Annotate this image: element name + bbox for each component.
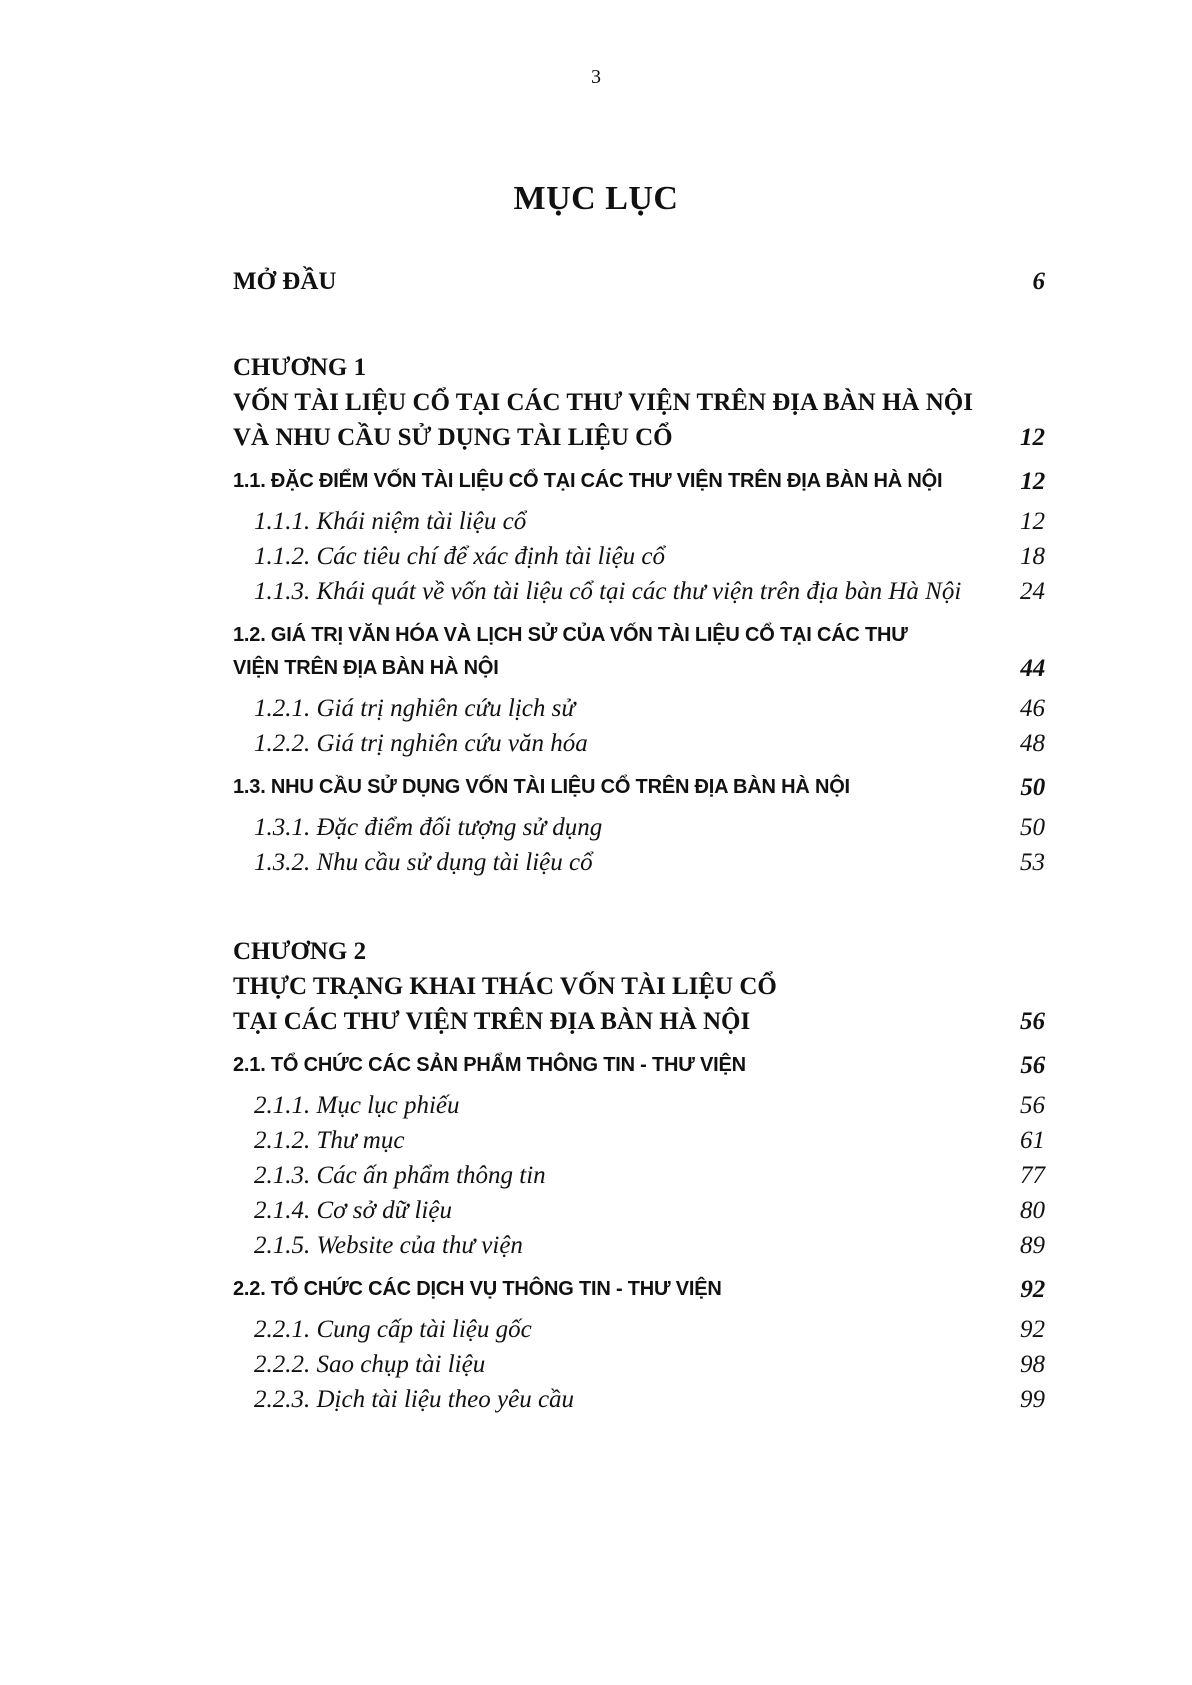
toc-section-1-1[interactable] — [233, 465, 1045, 498]
item-title: 2.2.3. Dịch tài liệu theo yêu cầu — [254, 1386, 575, 1413]
toc-chapter-2 — [233, 934, 1045, 1417]
toc-section-2-1[interactable] — [233, 1049, 1045, 1082]
chapter-label: CHƯƠNG 1 — [233, 354, 367, 381]
item-title: 2.1.4. Cơ sở dữ liệu — [254, 1197, 452, 1224]
toc-page-number: 53 — [1020, 849, 1045, 876]
toc-item[interactable] — [233, 1088, 1045, 1123]
item-title: 1.1.3. Khái quát về vốn tài liệu cổ tại các thư viện trên địa bàn Hà Nội — [254, 578, 962, 605]
page-title: MỤC LỤC — [513, 180, 679, 217]
item-title: 2.1.1. Mục lục phiếu — [254, 1092, 460, 1119]
item-title: 2.1.3. Các ấn phẩm thông tin — [254, 1162, 546, 1189]
table-of-contents — [233, 262, 1045, 1417]
toc-page-number: 12 — [1020, 424, 1045, 451]
section-title: 1.1. ĐẶC ĐIỂM VỐN TÀI LIỆU CỔ TẠI CÁC THƯ VIỆN TRÊN ĐỊA BÀN HÀ NỘI — [233, 470, 943, 492]
toc-item[interactable] — [233, 1123, 1045, 1158]
item-title: 2.2.2. Sao chụp tài liệu — [254, 1351, 486, 1378]
section-title: 2.1. TỔ CHỨC CÁC SẢN PHẨM THÔNG TIN - THƯ VIỆN — [233, 1054, 746, 1076]
toc-item[interactable] — [233, 691, 1045, 726]
item-title: 2.1.2. Thư mục — [254, 1127, 405, 1154]
section-title-line: 1.2. GIÁ TRỊ VĂN HÓA VÀ LỊCH SỬ CỦA VỐN TÀI LIỆU CỔ TẠI CÁC THƯ — [233, 624, 908, 646]
toc-page-number: 18 — [1020, 543, 1045, 570]
item-title: 1.1.1. Khái niệm tài liệu cổ — [254, 508, 527, 535]
toc-page-number: 92 — [1020, 1316, 1045, 1343]
toc-item[interactable] — [233, 1193, 1045, 1228]
toc-item[interactable] — [233, 1347, 1045, 1382]
toc-item[interactable] — [233, 1312, 1045, 1347]
item-title: 2.2.1. Cung cấp tài liệu gốc — [254, 1316, 532, 1343]
section-title-line: VIỆN TRÊN ĐỊA BÀN HÀ NỘI — [233, 657, 499, 679]
toc-page-number: 89 — [1020, 1232, 1045, 1259]
toc-page-number: 92 — [1020, 1276, 1045, 1303]
toc-entry-title: MỞ ĐẦU — [233, 268, 337, 295]
toc-item[interactable] — [233, 504, 1045, 539]
toc-chapter-1 — [233, 350, 1045, 880]
toc-item[interactable] — [233, 726, 1045, 761]
toc-page-number: 56 — [1020, 1052, 1045, 1079]
toc-item[interactable] — [233, 1228, 1045, 1263]
toc-section-2-2[interactable] — [233, 1273, 1045, 1306]
chapter-title-line: VÀ NHU CẦU SỬ DỤNG TÀI LIỆU CỔ — [233, 424, 673, 451]
toc-item[interactable] — [233, 1158, 1045, 1193]
toc-page-number: 12 — [1020, 468, 1045, 495]
item-title: 1.3.2. Nhu cầu sử dụng tài liệu cổ — [254, 849, 593, 876]
toc-item[interactable] — [233, 810, 1045, 845]
toc-page-number: 50 — [1020, 814, 1045, 841]
toc-page-number: 80 — [1020, 1197, 1045, 1224]
chapter-title-line: TẠI CÁC THƯ VIỆN TRÊN ĐỊA BÀN HÀ NỘI — [233, 1008, 751, 1035]
toc-page-number: 50 — [1020, 774, 1045, 801]
toc-page-number: 56 — [1020, 1008, 1045, 1035]
section-title: 2.2. TỔ CHỨC CÁC DỊCH VỤ THÔNG TIN - THƯ VIỆN — [233, 1278, 722, 1300]
toc-page-number: 46 — [1020, 695, 1045, 722]
toc-page-number: 99 — [1020, 1386, 1045, 1413]
item-title: 1.1.2. Các tiêu chí để xác định tài liệu cổ — [254, 543, 666, 570]
toc-entry-intro[interactable] — [233, 262, 1045, 296]
toc-page-number: 12 — [1020, 508, 1045, 535]
section-title: 1.3. NHU CẦU SỬ DỤNG VỐN TÀI LIỆU CỔ TRÊN ĐỊA BÀN HÀ NỘI — [233, 776, 850, 798]
toc-page-number: 98 — [1020, 1351, 1045, 1378]
toc-page-number: 56 — [1020, 1092, 1045, 1119]
chapter-title-line: THỰC TRẠNG KHAI THÁC VỐN TÀI LIỆU CỔ — [233, 973, 777, 1000]
toc-page-number: 77 — [1020, 1162, 1045, 1189]
toc-page-number: 48 — [1020, 730, 1045, 757]
item-title: 2.1.5. Website của thư viện — [254, 1232, 523, 1259]
toc-item[interactable] — [233, 845, 1045, 880]
chapter-label: CHƯƠNG 2 — [233, 938, 367, 965]
toc-item[interactable] — [233, 574, 1045, 609]
toc-item[interactable] — [233, 539, 1045, 574]
toc-entry-chapter-2[interactable] — [233, 1004, 1045, 1039]
chapter-title-line: VỐN TÀI LIỆU CỔ TẠI CÁC THƯ VIỆN TRÊN ĐỊA BÀN HÀ NỘI — [233, 389, 973, 416]
page-number: 3 — [591, 66, 601, 88]
toc-page-number: 24 — [1020, 578, 1045, 605]
item-title: 1.3.1. Đặc điểm đối tượng sử dụng — [254, 814, 603, 841]
toc-entry-chapter-1[interactable] — [233, 420, 1045, 455]
toc-page-number: 61 — [1020, 1127, 1045, 1154]
toc-section-1-2[interactable] — [233, 619, 1045, 685]
toc-page-number: 6 — [1032, 268, 1045, 295]
toc-section-1-3[interactable] — [233, 771, 1045, 804]
item-title: 1.2.1. Giá trị nghiên cứu lịch sử — [254, 695, 575, 722]
toc-page-number: 44 — [1020, 655, 1045, 682]
item-title: 1.2.2. Giá trị nghiên cứu văn hóa — [254, 730, 588, 757]
toc-item[interactable] — [233, 1382, 1045, 1417]
